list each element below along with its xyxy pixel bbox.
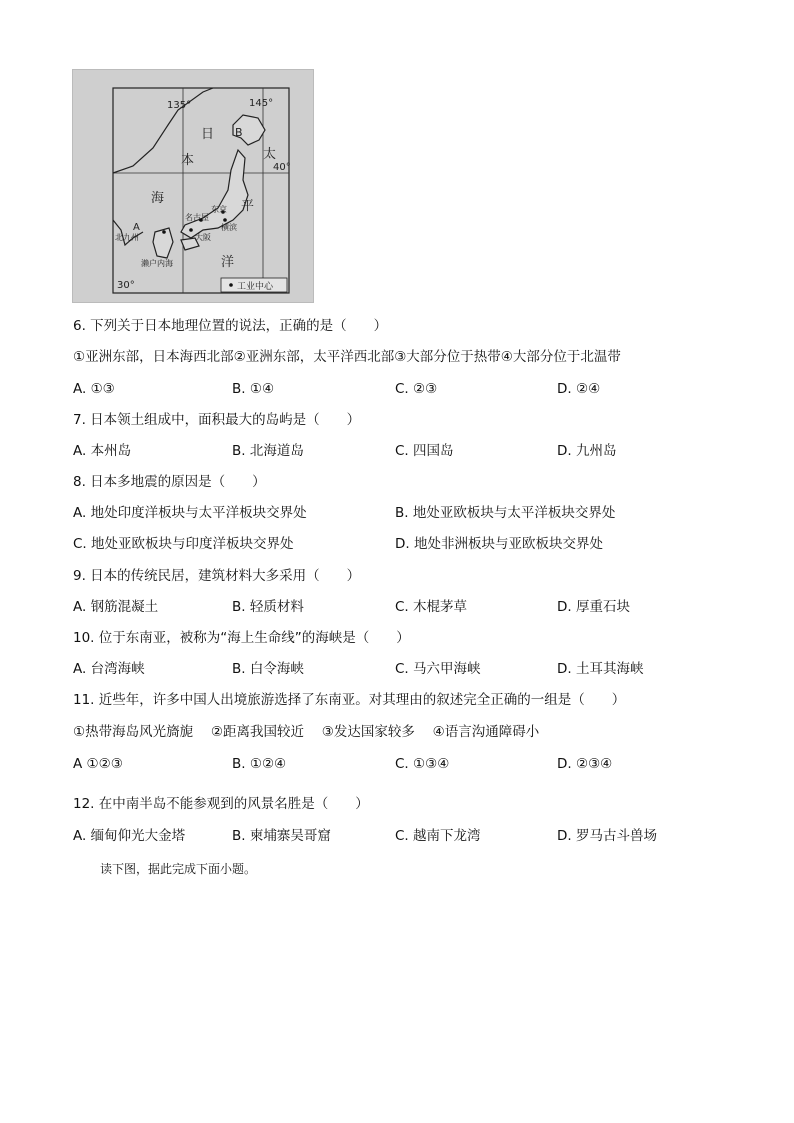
label-lat-30: 30°	[117, 280, 135, 291]
question-10-option-d: D. 土耳其海峡	[557, 661, 644, 677]
question-9-option-b: B. 轻质材料	[232, 599, 304, 615]
label-setouchi: 濑户内海	[141, 259, 173, 268]
question-9-option-d: D. 厚重石块	[557, 599, 630, 615]
question-6-option-a: A. ①③	[73, 381, 115, 397]
question-10-stem: 10. 位于东南亚，被称为“海上生命线”的海峡是（ ）	[73, 630, 410, 646]
question-7-option-b: B. 北海道岛	[232, 443, 304, 459]
question-8-option-b: B. 地处亚欧板块与太平洋板块交界处	[395, 505, 616, 521]
legend-dot	[229, 283, 233, 287]
question-8-option-a: A. 地处印度洋板块与太平洋板块交界处	[73, 505, 307, 521]
question-7-option-a: A. 本州岛	[73, 443, 132, 459]
question-12-option-c: C. 越南下龙湾	[395, 828, 481, 844]
label-sea-3: 海	[151, 191, 165, 206]
label-B: B	[235, 126, 243, 139]
question-8-stem: 8. 日本多地震的原因是（ ）	[73, 474, 266, 490]
question-10-option-b: B. 白令海峡	[232, 661, 304, 677]
question-7-option-c: C. 四国岛	[395, 443, 454, 459]
question-10-option-c: C. 马六甲海峡	[395, 661, 481, 677]
question-12-option-a: A. 缅甸仰光大金塔	[73, 828, 186, 844]
label-osaka: 大阪	[195, 233, 211, 242]
japan-map-svg	[73, 70, 313, 302]
city-dot-osaka	[189, 228, 193, 232]
question-11-option-c: C. ①③④	[395, 756, 450, 772]
question-11-statements: ①热带海岛风光旖旎 ②距离我国较近 ③发达国家较多 ④语言沟通障碍小	[73, 724, 540, 740]
question-9-stem: 9. 日本的传统民居，建筑材料大多采用（ ）	[73, 568, 361, 584]
legend-label: 工业中心	[237, 282, 274, 292]
question-11-option-a: A ①②③	[73, 756, 123, 772]
question-11-option-d: D. ②③④	[557, 756, 613, 772]
question-12-option-b: B. 柬埔寨吴哥窟	[232, 828, 331, 844]
label-A: A	[133, 222, 140, 233]
label-lat-40: 40°	[273, 162, 291, 173]
city-dot-yokohama	[223, 218, 227, 222]
label-lon-145: 145°	[249, 98, 274, 109]
question-9-option-c: C. 木棍茅草	[395, 599, 468, 615]
label-sea-1: 日	[201, 127, 215, 142]
label-ocean-3: 洋	[221, 255, 235, 270]
label-ocean-1: 太	[263, 147, 277, 162]
question-6-option-d: D. ②④	[557, 381, 601, 397]
label-ocean-2: 平	[241, 199, 255, 214]
city-dot-kitakyushu	[162, 230, 166, 234]
reading-instruction: 读下图，据此完成下面小题。	[100, 862, 257, 876]
question-7-stem: 7. 日本领土组成中，面积最大的岛屿是（ ）	[73, 412, 361, 428]
mainland-coast	[113, 88, 213, 173]
question-6-option-c: C. ②③	[395, 381, 438, 397]
question-11-option-b: B. ①②④	[232, 756, 287, 772]
question-12-stem: 12. 在中南半岛不能参观到的风景名胜是（ ）	[73, 796, 369, 812]
question-6-statements: ①亚洲东部，日本海西北部②亚洲东部，太平洋西北部③大部分位于热带④大部分位于北温带	[73, 349, 621, 365]
label-tokyo: 东京	[211, 205, 227, 214]
question-6-stem: 6. 下列关于日本地理位置的说法，正确的是（ ）	[73, 318, 388, 334]
question-9-option-a: A. 钢筋混凝土	[73, 599, 159, 615]
label-lon-135: 135°	[167, 100, 192, 111]
question-8-option-c: C. 地处亚欧板块与印度洋板块交界处	[73, 536, 294, 552]
label-yokohama: 横滨	[221, 223, 237, 232]
question-11-stem: 11. 近些年，许多中国人出境旅游选择了东南亚。对其理由的叙述完全正确的一组是（ ）	[73, 692, 626, 708]
label-nagoya: 名古屋	[185, 213, 209, 222]
question-10-option-a: A. 台湾海峡	[73, 661, 145, 677]
question-8-option-d: D. 地处非洲板块与亚欧板块交界处	[395, 536, 603, 552]
question-6-option-b: B. ①④	[232, 381, 275, 397]
question-12-option-d: D. 罗马古斗兽场	[557, 828, 657, 844]
label-sea-2: 本	[181, 153, 195, 168]
question-7-option-d: D. 九州岛	[557, 443, 617, 459]
label-kitakyushu: 北九州	[115, 233, 139, 242]
japan-map-figure	[72, 69, 314, 303]
